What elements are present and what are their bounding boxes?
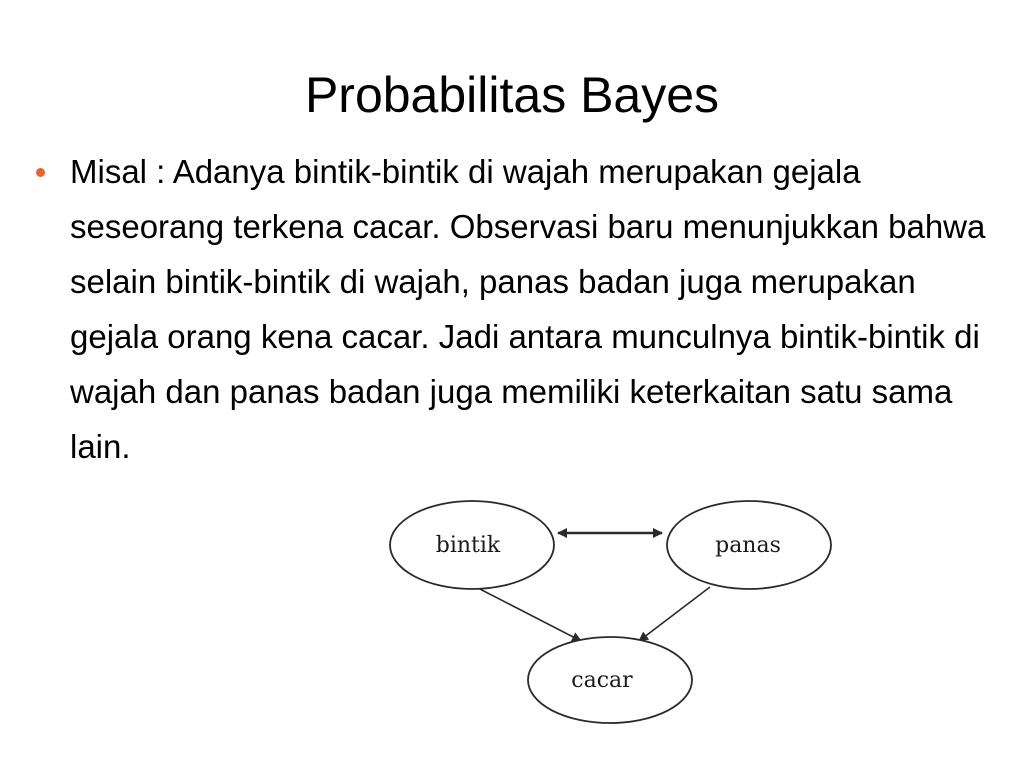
- bayes-network-diagram: [380, 495, 840, 725]
- node-panas: [667, 501, 831, 589]
- bullet-dot-icon: [36, 168, 45, 177]
- edge-panas-cacar: [639, 587, 710, 641]
- edge-bintik-cacar: [476, 587, 581, 641]
- bullet-text: Misal : Adanya bintik-bintik di wajah merupakan gejala seseorang terkena cacar. Observasi baru menunjukkan bahwa selain bintik-bintik di wajah, panas badan juga merupakan gejala orang kena cacar. Jadi antara munculnya bintik-bintik di wajah dan panas badan juga memiliki keterkaitan satu sama lain.: [70, 153, 986, 465]
- node-cacar: [528, 637, 692, 723]
- node-bintik: [390, 501, 554, 589]
- node-bintik-label: bintik: [435, 533, 501, 558]
- node-cacar-label: cacar: [571, 668, 633, 693]
- slide-title: Probabilitas Bayes: [304, 67, 720, 123]
- node-panas-label: panas: [715, 533, 781, 558]
